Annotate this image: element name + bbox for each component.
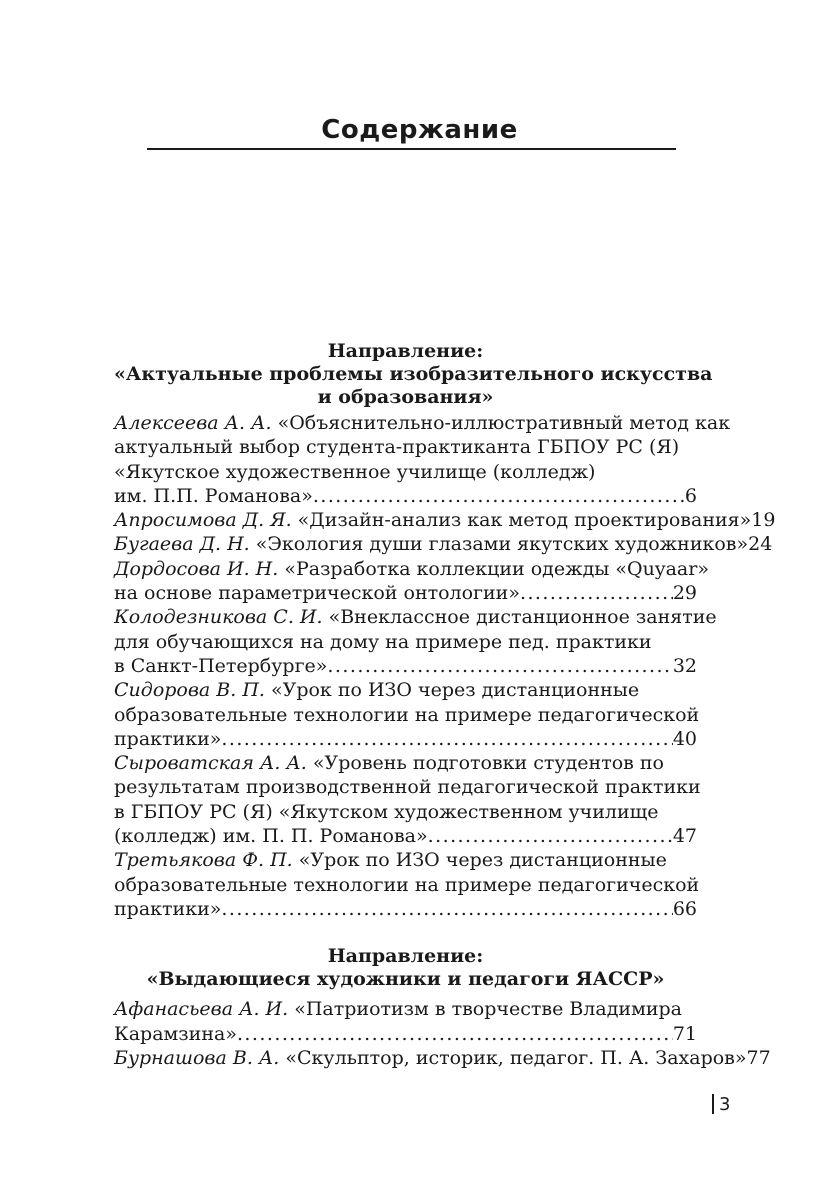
page-title: Содержание — [321, 115, 518, 145]
entry-last-line — [114, 654, 697, 678]
entry-author: Третьякова Ф. П. — [114, 849, 293, 872]
entry-first-line — [114, 411, 731, 435]
toc-entry[interactable] — [114, 678, 700, 751]
entry-title-line: в ГБПОУ РС (Я) «Якутском художественном училище — [114, 800, 659, 823]
entry-title-end — [114, 1022, 237, 1046]
entry-last-line — [114, 824, 697, 848]
section-heading-line: «Выдающиеся художники и педагоги ЯАССР» — [146, 968, 665, 991]
toc-section — [114, 340, 776, 921]
entry-title-line: «Якутское художественное училище (колледж) — [114, 460, 596, 483]
entry-author: Афанасьева А. И. — [114, 998, 289, 1021]
toc-entry[interactable] — [114, 557, 709, 606]
toc-entry[interactable] — [114, 997, 697, 1046]
entry-page-number: 29 — [672, 582, 697, 605]
entry-last-line — [114, 727, 697, 751]
entry-title-text: на основе параметрической онтологии» — [114, 582, 520, 605]
entry-first-line — [114, 678, 697, 702]
title-rule — [147, 148, 676, 150]
entry-title-end — [114, 654, 327, 678]
entry-title-end — [114, 484, 313, 508]
page-number-bar — [712, 1094, 714, 1114]
entry-author: Дордосова И. Н. — [114, 557, 279, 580]
entry-page-number: 66 — [672, 897, 697, 920]
entry-page-number: 40 — [672, 727, 697, 750]
dot-leader — [313, 484, 685, 508]
toc-entries — [114, 997, 771, 1070]
entry-last-line — [114, 508, 776, 532]
entry-title-start: «Урок по ИЗО через дистанционные — [292, 849, 667, 872]
entry-author: Сидорова В. П. — [114, 679, 265, 702]
entry-first-line — [114, 557, 709, 581]
entry-last-line — [114, 581, 697, 605]
entry-last-line — [114, 897, 697, 921]
entry-author: Бурнашова В. А. — [114, 1046, 280, 1069]
entry-title-line: образовательные технологии на примере педагогической — [114, 873, 700, 896]
entry-title-end — [114, 1046, 747, 1070]
section-heading — [114, 340, 713, 409]
toc-entry[interactable] — [114, 848, 700, 921]
entry-title-end — [114, 508, 751, 532]
entry-first-line — [114, 997, 697, 1021]
entry-title-text: практики» — [114, 897, 222, 920]
section-heading-line: Направление: — [327, 340, 484, 362]
dot-leader — [221, 897, 672, 921]
entry-title-text: Карамзина» — [114, 1022, 237, 1045]
dot-leader — [221, 727, 672, 751]
entry-page-number: 47 — [672, 825, 697, 848]
entry-title-line: результатам производственной педагогической практики — [114, 776, 701, 799]
dot-leader — [327, 654, 672, 678]
page-footer — [712, 1092, 730, 1116]
entry-title-start: «Патриотизм в творчестве Владимира — [288, 998, 683, 1021]
toc-entry[interactable] — [114, 751, 701, 848]
section-heading — [114, 945, 697, 991]
entry-first-line — [114, 605, 717, 629]
entry-title-text: в Санкт-Петербурге» — [114, 654, 328, 677]
entry-last-line — [114, 532, 773, 556]
entry-title-end — [114, 727, 221, 751]
entry-title-start: «Внеклассное дистанционное занятие — [322, 606, 717, 629]
entry-last-line — [114, 1022, 697, 1046]
toc-entry[interactable] — [114, 605, 717, 678]
entry-title-start: «Разработка коллекции одежды «Quyaar» — [278, 557, 709, 580]
entry-first-line — [114, 848, 697, 872]
toc-entry[interactable] — [114, 508, 776, 532]
entry-author: Бугаева Д. Н. — [114, 533, 250, 556]
entry-title-text: «Дизайн-анализ как метод проектирования» — [291, 509, 752, 532]
toc-section — [114, 945, 771, 1070]
entry-title-line: образовательные технологии на примере педагогической — [114, 703, 700, 726]
entry-title-text: практики» — [114, 727, 222, 750]
entry-last-line — [114, 1046, 771, 1070]
entry-page-number: 71 — [672, 1022, 697, 1045]
entry-title-end — [114, 581, 520, 605]
entry-page-number: 24 — [748, 533, 773, 556]
table-of-contents — [114, 340, 776, 1070]
entry-page-number: 19 — [751, 509, 776, 532]
entry-author: Алексеева А. А. — [114, 412, 272, 434]
entry-last-line — [114, 484, 697, 508]
section-heading-line: и образования» — [317, 386, 494, 408]
entry-title-text: «Экология души глазами якутских художников» — [249, 533, 749, 556]
entry-author: Апросимова Д. Я. — [114, 509, 292, 532]
entry-title-line: актуальный выбор студента-практиканта ГБПОУ РС (Я) — [114, 436, 680, 459]
entry-title-end — [114, 824, 428, 848]
entry-title-start: «Объяснительно-иллюстративный метод как — [271, 412, 731, 434]
entry-author: Колодезникова С. И. — [114, 606, 323, 629]
dot-leader — [428, 824, 673, 848]
entry-title-start: «Урок по ИЗО через дистанционные — [264, 679, 640, 702]
entry-title-line: для обучающихся на дому на примере пед. практики — [114, 630, 652, 653]
toc-entries — [114, 411, 776, 921]
section-heading-line: «Актуальные проблемы изобразительного искусства — [114, 363, 713, 385]
entry-page-number: 6 — [684, 484, 697, 507]
entry-author: Сыроватская А. А. — [114, 752, 307, 775]
entry-title-end — [114, 532, 748, 556]
toc-entry[interactable] — [114, 411, 731, 508]
page-number: 3 — [719, 1093, 731, 1115]
toc-entry[interactable] — [114, 1046, 771, 1070]
dot-leader — [237, 1022, 673, 1046]
entry-first-line — [114, 751, 697, 775]
dot-leader — [520, 581, 673, 605]
entry-title-end — [114, 897, 221, 921]
entry-title-text: (колледж) им. П. П. Романова» — [114, 825, 428, 848]
entry-page-number: 77 — [746, 1046, 771, 1069]
entry-title-start: «Уровень подготовки студентов по — [306, 752, 664, 775]
section-heading-line: Направление: — [327, 945, 484, 968]
toc-entry[interactable] — [114, 532, 773, 556]
entry-title-text: им. П.П. Романова» — [114, 484, 313, 507]
entry-page-number: 32 — [672, 654, 697, 677]
entry-title-text: «Скульптор, историк, педагог. П. А. Захаров» — [279, 1046, 747, 1069]
